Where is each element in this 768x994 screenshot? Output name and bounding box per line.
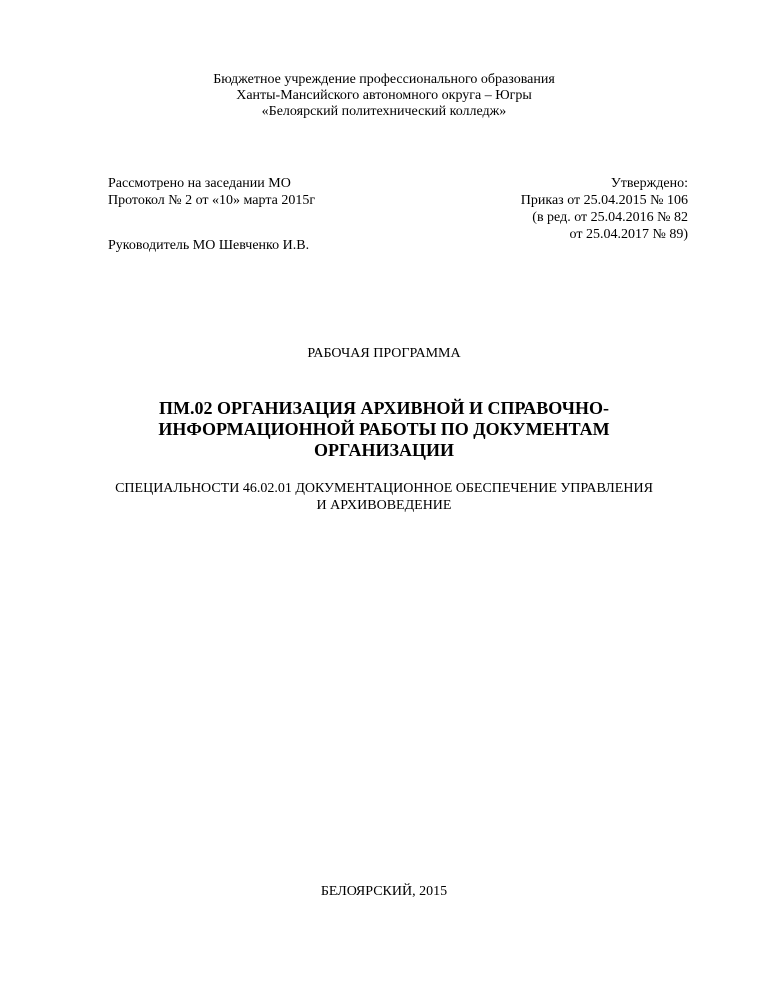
review-head: Руководитель МО Шевченко И.В. bbox=[108, 238, 310, 253]
specialty-line-2: И АРХИВОВЕДЕНИЕ bbox=[316, 498, 452, 513]
review-block bbox=[108, 175, 315, 209]
title-line-1: ПМ.02 ОРГАНИЗАЦИЯ АРХИВНОЙ И СПРАВОЧНО- bbox=[159, 398, 609, 418]
approval-line-2: Приказ от 25.04.2015 № 106 bbox=[520, 193, 688, 208]
approval-line-4: от 25.04.2017 № 89) bbox=[569, 227, 688, 242]
place-year: БЕЛОЯРСКИЙ, 2015 bbox=[320, 884, 448, 899]
approval-block bbox=[521, 175, 688, 243]
approval-line-1: Утверждено: bbox=[610, 176, 688, 191]
review-line-1: Рассмотрено на заседании МО bbox=[108, 176, 291, 191]
institution-line-1: Бюджетное учреждение профессионального образования bbox=[213, 72, 555, 87]
document-title bbox=[0, 398, 768, 461]
institution-header bbox=[0, 72, 768, 120]
institution-line-2: Ханты-Мансийского автономного округа – Югры bbox=[236, 88, 532, 103]
title-line-3: ОРГАНИЗАЦИИ bbox=[314, 440, 454, 460]
title-line-2: ИНФОРМАЦИОННОЙ РАБОТЫ ПО ДОКУМЕНТАМ bbox=[158, 419, 610, 439]
specialty-block bbox=[0, 480, 768, 514]
approval-line-3: (в ред. от 25.04.2016 № 82 bbox=[532, 210, 688, 225]
institution-line-3: «Белоярский политехнический колледж» bbox=[261, 104, 507, 119]
document-type: РАБОЧАЯ ПРОГРАММА bbox=[307, 346, 461, 361]
review-line-2: Протокол № 2 от «10» марта 2015г bbox=[108, 193, 316, 208]
specialty-line-1: СПЕЦИАЛЬНОСТИ 46.02.01 ДОКУМЕНТАЦИОННОЕ ОБЕСПЕЧЕНИЕ УПРАВЛЕНИЯ bbox=[115, 481, 653, 496]
